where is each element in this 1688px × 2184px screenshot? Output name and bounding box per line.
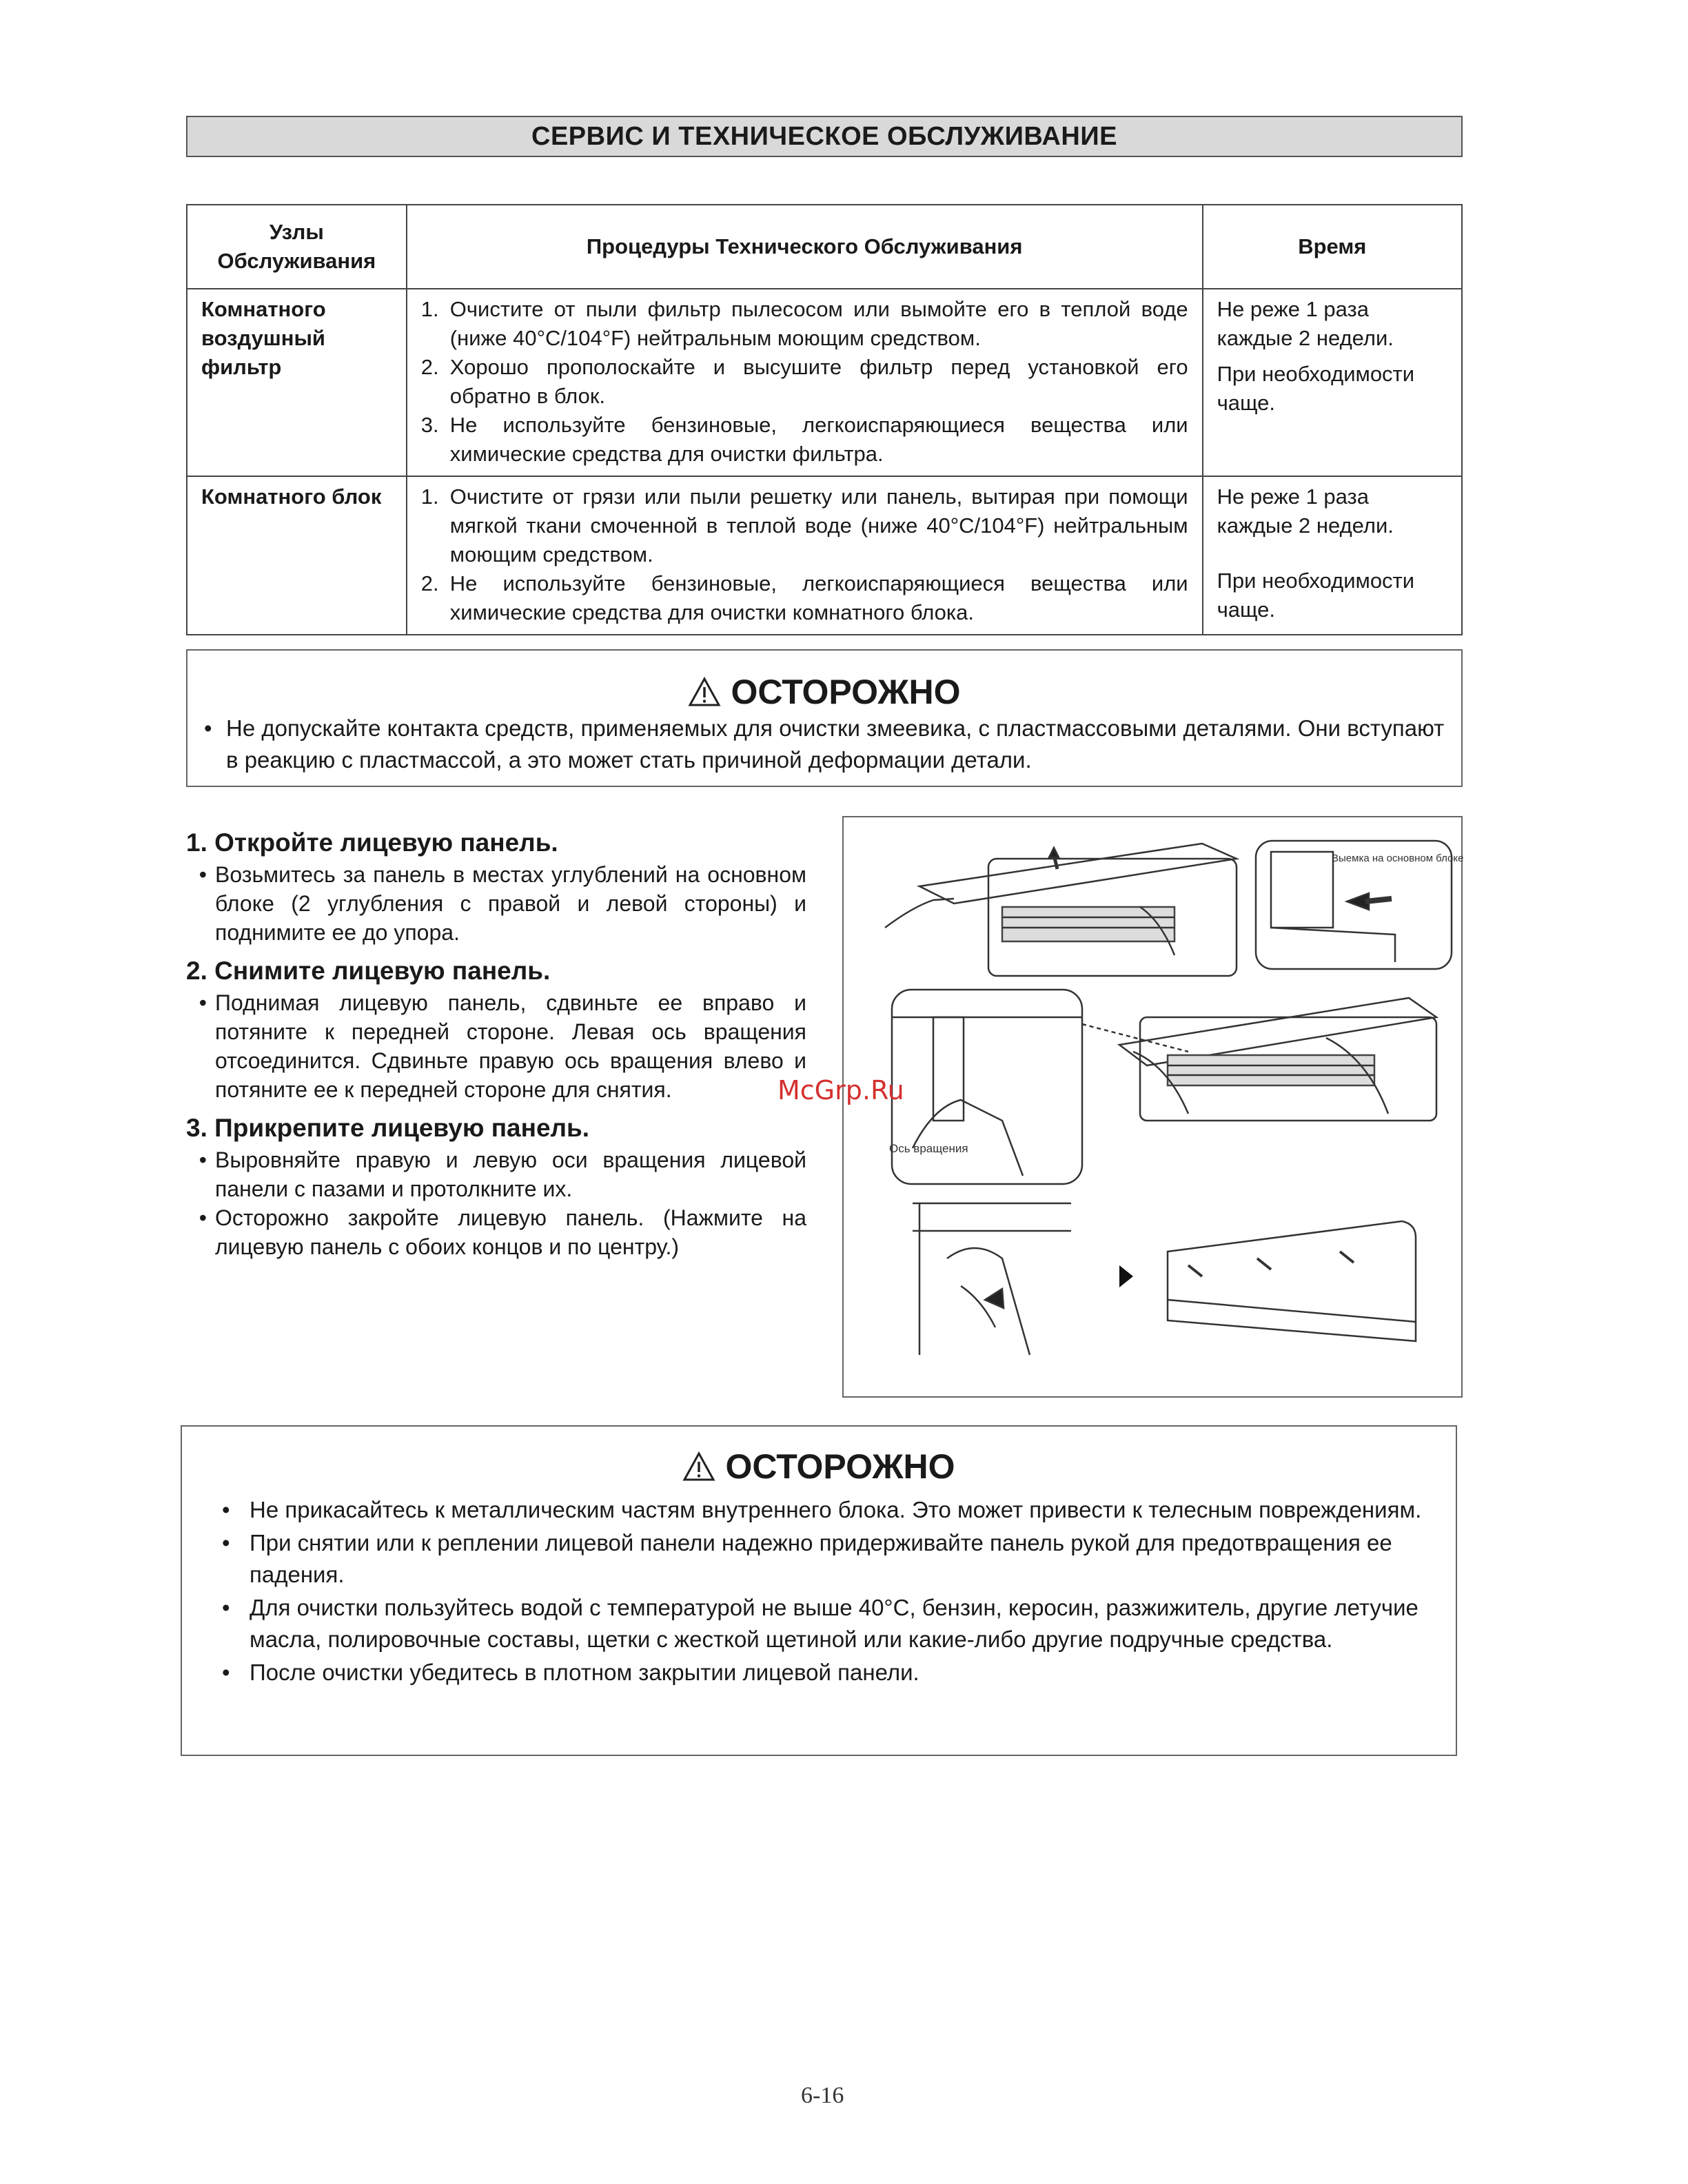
illustration-drawing	[844, 817, 1464, 1399]
open-panel-illustration	[885, 844, 1237, 976]
procedure-item: 2. Хорошо прополоскайте и высушите фильтр перед установкой его обратно в блок.	[420, 355, 1188, 408]
axis-label: Ось вращения	[889, 1142, 968, 1155]
unit-cell: Комнатного воздушный фильтр	[187, 289, 407, 476]
caution-title-text: ОСТОРОЖНО	[731, 673, 961, 711]
time-note: При необходимости чаще.	[1217, 362, 1415, 415]
step-title: 2. Снимите лицевую панель.	[186, 957, 551, 985]
remove-panel-illustration	[892, 990, 1436, 1184]
caution-title	[182, 1439, 1456, 1494]
caution-item: • При снятии или к реплении лицевой панели надежно придерживайте панель рукой для предотвращения ее падения.	[222, 1530, 1392, 1587]
caution-title-text: ОСТОРОЖНО	[725, 1447, 955, 1486]
column-header-time: Время	[1203, 205, 1462, 289]
caution-item: • После очистки убедитесь в плотном закрытии лицевой панели.	[222, 1660, 919, 1685]
caution-item: • Не допускайте контакта средств, применяемых для очистки змеевика, с пластмассовыми деталями. Они вступают в реакцию с пластмассой, а это может стать причиной деформации детали.	[204, 715, 1445, 773]
column-header-unit: Узлы Обслуживания	[187, 205, 407, 289]
column-header-procedures: Процедуры Технического Обслуживания	[407, 205, 1203, 289]
recess-label: Выемка на основном блоке	[1332, 853, 1464, 864]
procedure-item: 1. Очистите от грязи или пыли решетку или панель, вытирая при помощи мягкой ткани смоченной в теплой воде (ниже 40°C/104°F) нейтральным моющим средством.	[420, 484, 1188, 567]
unit-cell: Комнатного блок	[187, 476, 407, 635]
caution-title	[187, 671, 1461, 713]
time-frequency: Не реже 1 раза каждые 2 недели.	[1217, 297, 1394, 350]
caution-box-cleaning	[186, 649, 1463, 787]
time-frequency: Не реже 1 раза каждые 2 недели.	[1217, 484, 1394, 538]
step-item: • Поднимая лицевую панель, сдвиньте ее вправо и потяните к передней стороне. Левая ось вращения отсоединится. Сдвиньте правую ось вращения влево и потяните ее к передней стороне для снятия.	[199, 990, 806, 1102]
table-header-row	[187, 205, 1462, 289]
caution-item: • Для очистки пользуйтесь водой с температурой не выше 40°C, бензин, керосин, разжижитель, другие летучие масла, полировочные составы, щетки с жесткой щетиной или какие-либо другие подручные средства.	[222, 1595, 1418, 1652]
table-row	[187, 476, 1462, 635]
procedure-item: 2. Не используйте бензиновые, легкоиспаряющиеся вещества или химические средства для очистки комнатного блока.	[420, 571, 1188, 624]
time-cell	[1203, 289, 1462, 476]
procedures-cell	[407, 289, 1203, 476]
procedure-item: 3. Не используйте бензиновые, легкоиспаряющиеся вещества или химические средства для очистки фильтра.	[420, 413, 1188, 466]
maintenance-table	[186, 204, 1463, 635]
procedures-cell	[407, 476, 1203, 635]
time-cell	[1203, 476, 1462, 635]
step-item: • Выровняйте правую и левую оси вращения лицевой панели с пазами и протолкните их.	[199, 1147, 806, 1201]
step-item: • Осторожно закройте лицевую панель. (Нажмите на лицевую панель с обоих концов и по центру.)	[199, 1205, 806, 1259]
procedure-item: 1. Очистите от пыли фильтр пылесосом или вымойте его в теплой воде (ниже 40°C/104°F) нейтральным моющим средством.	[420, 297, 1188, 350]
page-number: 6-16	[801, 2083, 844, 2108]
warning-triangle-icon	[688, 677, 721, 707]
step-item: • Возьмитесь за панель в местах углублений на основном блоке (2 углубления с правой и левой стороны) и поднимите ее до упора.	[199, 862, 806, 945]
panel-illustration	[842, 816, 1463, 1398]
attach-panel-illustration	[913, 1203, 1416, 1355]
table-row	[187, 289, 1462, 476]
caution-item: • Не прикасайтесь к металлическим частям внутреннего блока. Это может привести к телесным повреждениям.	[222, 1497, 1422, 1522]
warning-triangle-icon	[682, 1451, 715, 1482]
time-note: При необходимости чаще.	[1217, 569, 1415, 622]
step-title: 1. Откройте лицевую панель.	[186, 828, 558, 857]
section-title: СЕРВИС И ТЕХНИЧЕСКОЕ ОБСЛУЖИВАНИЕ	[186, 116, 1463, 157]
caution-box-handling	[181, 1425, 1457, 1756]
step-title: 3. Прикрепите лицевую панель.	[186, 1114, 590, 1142]
watermark-text: McGrp.Ru	[777, 1075, 904, 1105]
steps-instructions	[186, 826, 806, 1268]
